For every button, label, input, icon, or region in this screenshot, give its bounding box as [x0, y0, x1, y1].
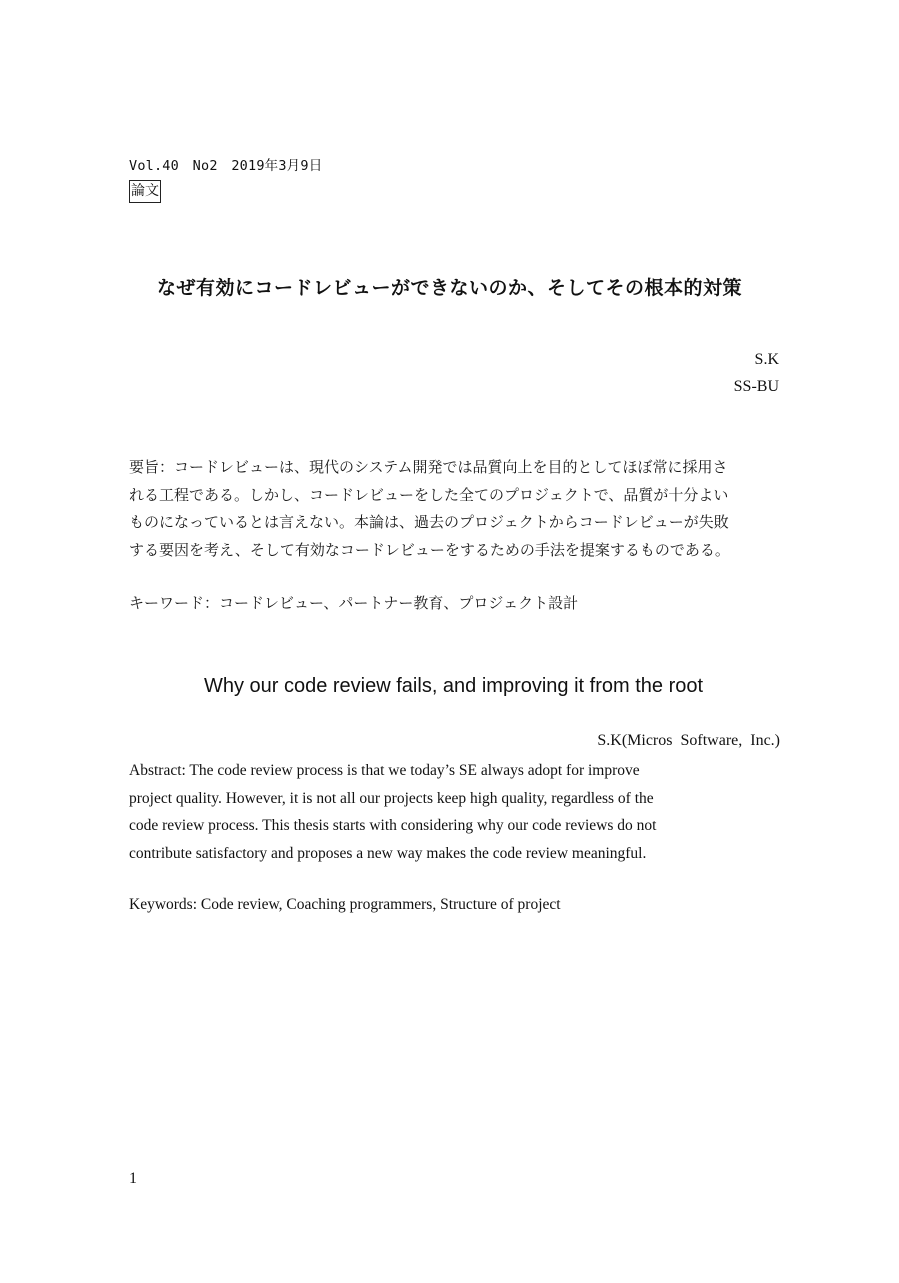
- abstract-en-line: Abstract: The code review process is that we today’s SE always adopt for improve: [129, 762, 640, 779]
- abstract-ja-line: 要旨：コードレビューは、現代のシステム開発では品質向上を目的としてほぼ常に採用さ: [129, 458, 728, 476]
- english-abstract: [129, 757, 769, 867]
- japanese-keywords: キーワード：コードレビュー、パートナー教育、プロジェクト設計: [129, 594, 579, 612]
- abstract-ja-line: ものになっているとは言えない。本論は、過去のプロジェクトからコードレビューが失敗: [129, 513, 729, 531]
- english-author: S.K(Micros Software, Inc.): [597, 732, 780, 749]
- author-affiliation: SS-BU: [733, 378, 779, 395]
- abstract-en-line: code review process. This thesis starts with considering why our code reviews do not: [129, 817, 657, 835]
- issue-info: Vol.40 No2 2019年3月9日: [129, 158, 323, 174]
- category-label: 論文: [129, 180, 161, 203]
- author-block: [734, 346, 779, 400]
- author-name: S.K: [754, 351, 779, 368]
- page-number: 1: [129, 1170, 137, 1187]
- abstract-ja-line: れる工程である。しかし、コードレビューをした全てのプロジェクトで、品質が十分よい: [129, 485, 729, 504]
- english-title: Why our code review fails, and improving it from the root: [203, 675, 704, 697]
- abstract-en-line: project quality. However, it is not all our projects keep high quality, regardless of the: [129, 789, 654, 807]
- abstract-ja-line: する要因を考え、そして有効なコードレビューをするための手法を提案するものである。: [129, 540, 730, 559]
- japanese-title: なぜ有効にコードレビューができないのか、そしてその根本的対策: [156, 277, 742, 299]
- abstract-en-line: contribute satisfactory and proposes a new way makes the code review meaningful.: [129, 844, 647, 862]
- japanese-abstract: [129, 454, 781, 564]
- english-keywords: Keywords: Code review, Coaching programmers, Structure of project: [129, 896, 561, 913]
